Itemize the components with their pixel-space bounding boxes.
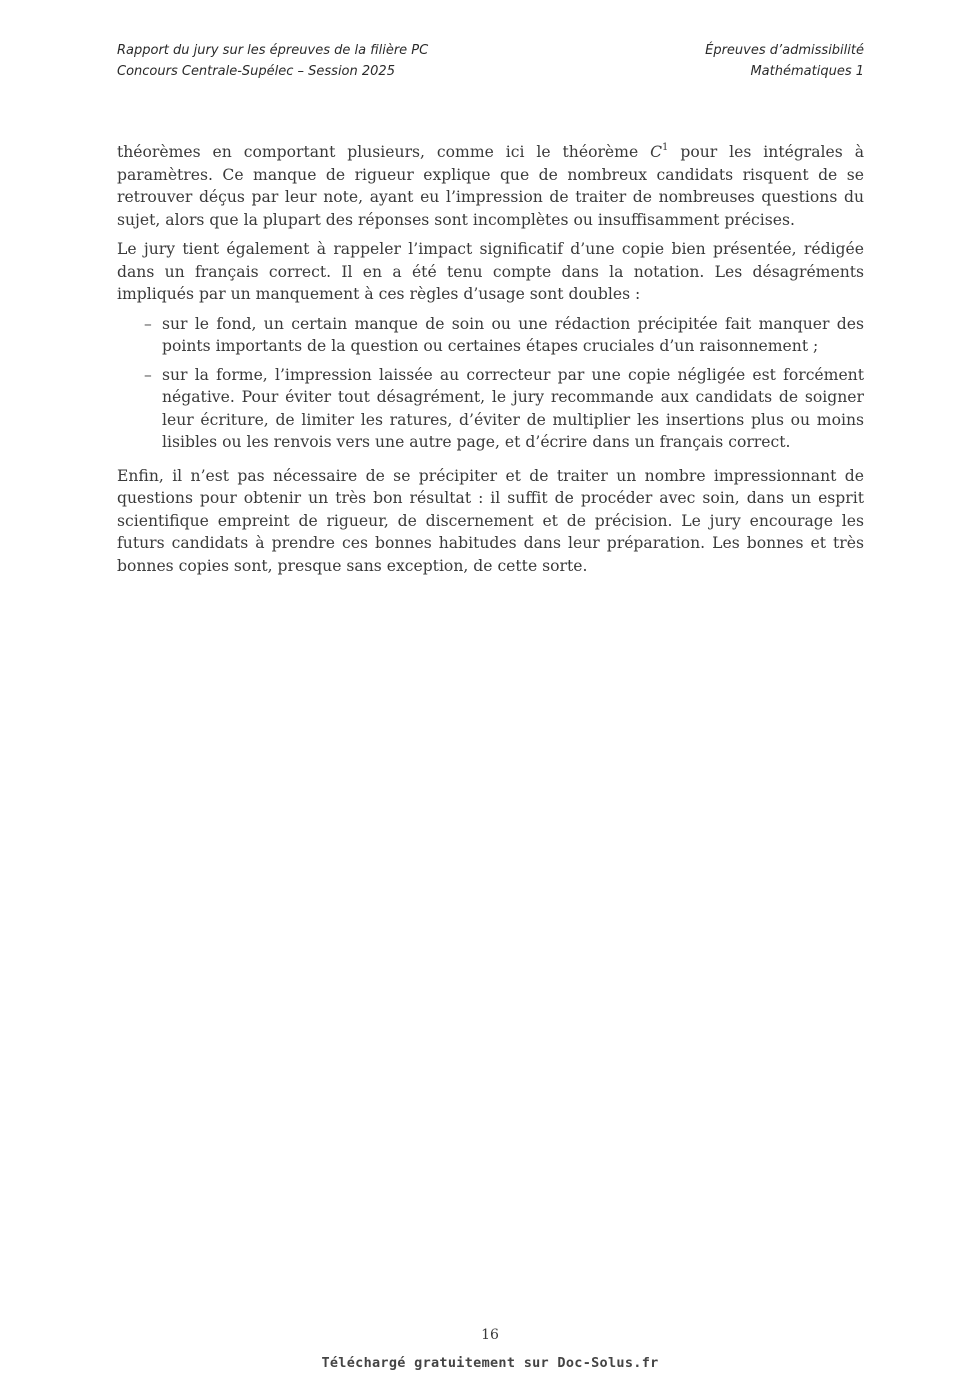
list-dash: –: [144, 314, 152, 333]
math-c1: [650, 143, 668, 161]
download-note: Téléchargé gratuitement sur Doc-Solus.fr: [321, 1355, 659, 1371]
consequences-list: [117, 313, 864, 454]
list-item: [117, 364, 864, 454]
header-row-1: [117, 40, 864, 61]
header-row-2: [117, 61, 864, 82]
paragraph-rigor: [117, 141, 864, 231]
list-item-text: sur le fond, un certain manque de soin ou une rédaction précipitée fait manquer des points importants de la question ou certaines étapes cruciales d’un raisonnement ;: [162, 314, 864, 355]
paragraph-conclusion: Enfin, il n’est pas nécessaire de se précipiter et de traiter un nombre impressionnant de questions pour obtenir un très bon résultat : il suffit de procéder avec soin, dans un esprit scientifique empreint de rigueur, de discernement et de précision. Le jury encourage les futurs candidats à prendre ces bonnes habitudes dans leur préparation. Les bonnes et très bonnes copies sont, presque sans exception, de cette sorte.: [117, 466, 864, 575]
contest-session: Concours Centrale-Supélec – Session 2025: [117, 64, 395, 79]
list-item: [117, 313, 864, 358]
report-body: [117, 141, 864, 584]
paragraph-rigor-start: théorèmes en comportant plusieurs, comme ici le théorème: [117, 143, 651, 161]
paragraph-rigor-end: pour les intégrales à paramètres. Ce manque de rigueur explique que de nombreux candidats risquent de se retrouver déçus par leur note, ayant eu l’impression de traiter de nombreuses questions du sujet, alors que la plupart des réponses sont incomplètes ou insuffisamment précises.: [117, 143, 864, 229]
math-c1-base: C: [650, 143, 663, 161]
list-item-text: sur la forme, l’impression laissée au correcteur par une copie négligée est forcément négative. Pour éviter tout désagrément, le jury recommande aux candidats de soigner leur écriture, de limiter les ratures, d’éviter de multiplier les insertions plus ou moins lisibles ou les renvois vers une autre page, et d’écrire dans un français correct.: [162, 365, 864, 451]
paragraph-presentation: Le jury tient également à rappeler l’impact significatif d’une copie bien présentée, rédigée dans un français correct. Il en a été tenu compte dans la notation. Les désagréments impliqués par un manquement à ces règles d’usage sont doubles :: [117, 240, 864, 303]
page-header: [117, 40, 864, 82]
exam-subject: Mathématiques 1: [750, 64, 864, 79]
exam-section: Épreuves d’admissibilité: [705, 43, 864, 58]
math-c1-exponent: 1: [662, 142, 669, 153]
list-dash: –: [144, 365, 152, 384]
report-title: Rapport du jury sur les épreuves de la filière PC: [117, 43, 429, 58]
page-number: 16: [481, 1327, 499, 1343]
